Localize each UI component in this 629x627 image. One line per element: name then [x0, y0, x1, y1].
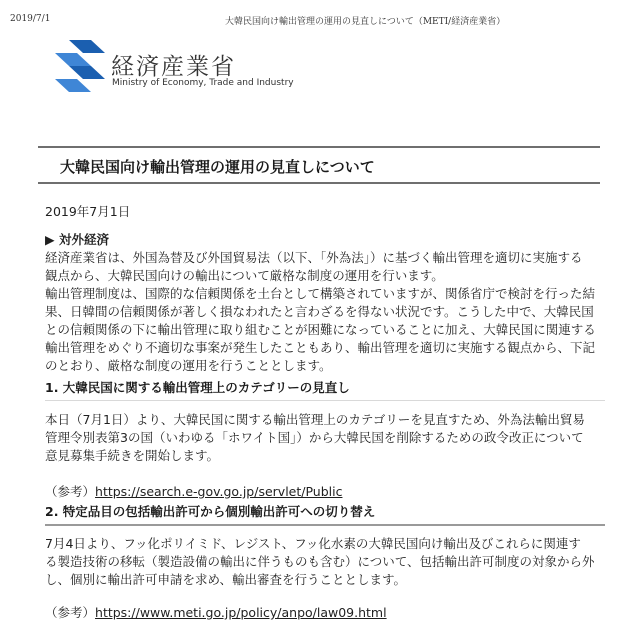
print-date: 2019/7/1 [10, 14, 51, 24]
reference-link-meti[interactable]: https://www.meti.go.jp/policy/anpo/law09.html [95, 605, 387, 620]
reference-label: （参考） [45, 484, 96, 499]
intro-line: 果、日韓間の信頼関係が著しく損なわれたと言わざるを得ない状況です。こうした中で、大韓民国 [45, 304, 594, 319]
intro-line: 観点から、大韓民国向けの輸出について厳格な制度の運用を行います。 [45, 268, 444, 283]
section-2-reference [45, 603, 387, 621]
document-date: 2019年7月1日 [45, 204, 131, 219]
print-title: 大韓民国向け輸出管理の運用の見直しについて（METI/経済産業省） [225, 17, 506, 27]
intro-line: 輸出管理制度は、国際的な信頼関係を土台として構築されていますが、関係省庁で検討を行った結 [45, 286, 596, 301]
intro-line: のとおり、厳格な制度の運用を行うこととします。 [45, 358, 332, 373]
section-1-line: 意見募集手続きを開始します。 [45, 448, 220, 463]
intro-line: 経済産業省は、外国為替及び外国貿易法（以下、「外為法」）に基づく輸出管理を適切に実施する [45, 250, 583, 265]
logo-english: Ministry of Economy, Trade and Industry [112, 78, 294, 88]
meti-emblem-icon [55, 40, 105, 92]
section-1-heading: 1. 大韓民国に関する輸出管理上のカテゴリーの見直し [45, 378, 605, 401]
section-1-line: 本日（7月1日）より、大韓民国に関する輸出管理上のカテゴリーを見直すため、外為法輸出貿易 [45, 412, 585, 427]
section-1-line: 管理令別表第3の国（いわゆる「ホワイト国」）から大韓民国を削除するための政令改正について [45, 430, 584, 445]
section-1-reference [45, 482, 342, 500]
category-label[interactable]: ▶ 対外経済 [45, 232, 109, 247]
section-2-heading: 2. 特定品目の包括輸出許可から個別輸出許可への切り替え [45, 502, 605, 526]
section-2-line: し、個別に輸出許可申請を求め、輸出審査を行うこととします。 [45, 572, 407, 587]
logo-name: 経済産業省 [111, 54, 236, 80]
meti-logo[interactable] [55, 40, 315, 100]
reference-label: （参考） [45, 605, 96, 620]
intro-line: 輸出管理をめぐり不適切な事案が発生したこともあり、輸出管理を適切に実施する観点から、下記 [45, 340, 596, 355]
reference-link-egov[interactable]: https://search.e-gov.go.jp/servlet/Public [95, 484, 343, 499]
document-title: 大韓民国向け輸出管理の運用の見直しについて [38, 146, 600, 184]
section-2-line: る製造技術の移転（製造設備の輸出に伴うものも含む）について、包括輸出許可制度の対象から外 [45, 554, 595, 569]
print-header [0, 0, 629, 30]
intro-line: との信頼関係の下に輸出管理に取り組むことが困難になっていることに加え、大韓民国に関連する [45, 322, 596, 337]
section-2-line: 7月4日より、フッ化ポリイミド、レジスト、フッ化水素の大韓民国向け輸出及びこれらに関連す [45, 536, 581, 551]
